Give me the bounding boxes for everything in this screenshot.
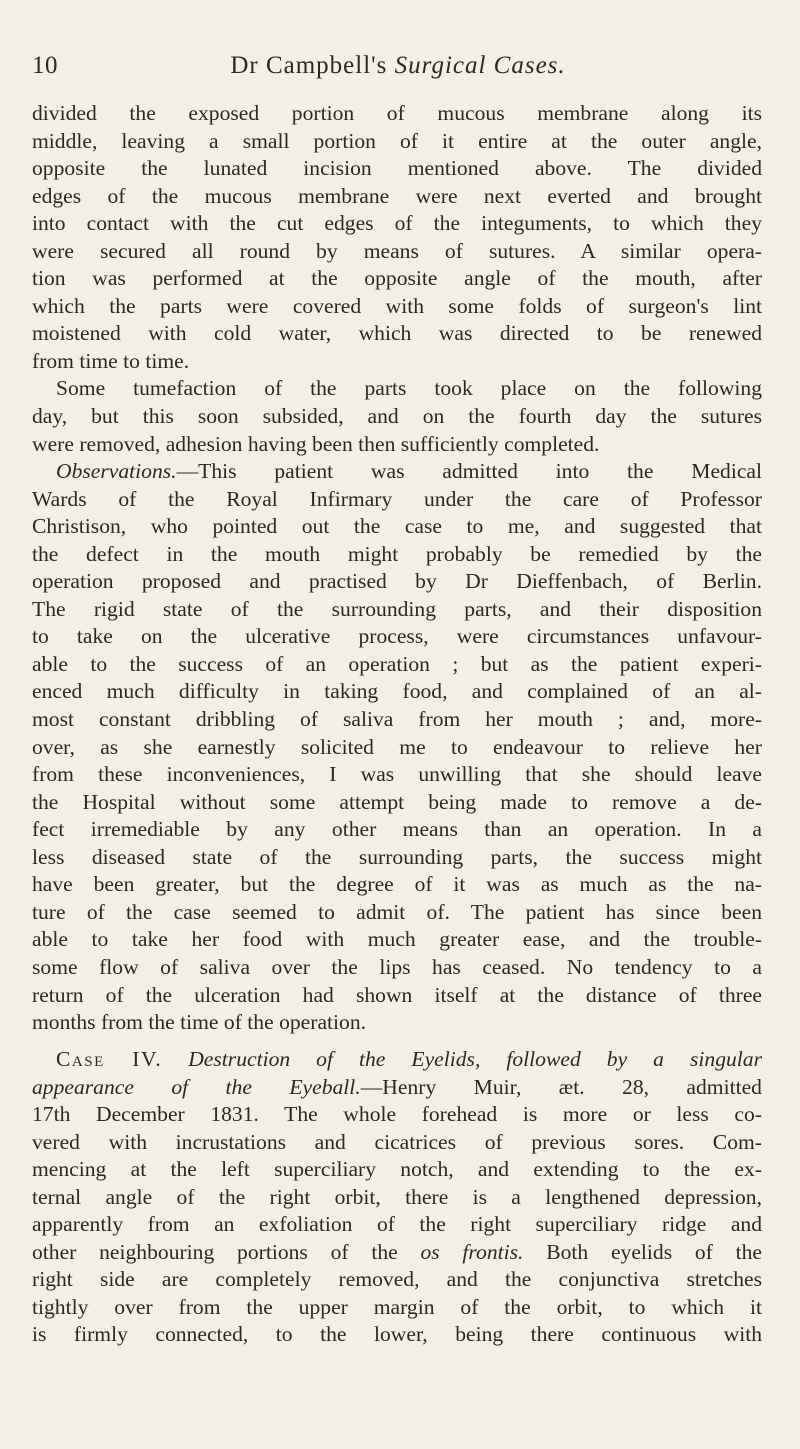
text-line: edges of the mucous membrane were next everted and brought	[32, 183, 762, 208]
text-line: moistened with cold water, which was directed to be renewed	[32, 321, 762, 346]
text-fragment: other neighbouring portions of the	[32, 1239, 398, 1264]
text-line: were secured all round by means of sutures. A similar opera-	[32, 238, 762, 263]
text-line: which the parts were covered with some folds of surgeon's lint	[32, 293, 762, 318]
text-line: some flow of saliva over the lips has ceased. No tendency to a	[32, 954, 762, 979]
latin-term: os frontis.	[420, 1239, 524, 1264]
text-line: have been greater, but the degree of it was as much as the na-	[32, 872, 762, 897]
text-line: able to take her food with much greater ease, and the trouble-	[32, 927, 762, 952]
text-line: vered with incrustations and cicatrices of previous sores. Com-	[32, 1129, 762, 1154]
text-line: from time to time.	[32, 348, 190, 373]
case-heading-line-2	[32, 1074, 762, 1102]
text-line: divided the exposed portion of mucous membrane along its	[32, 101, 762, 125]
page-header	[32, 52, 764, 84]
running-head-author: Dr Campbell's	[230, 52, 388, 79]
text-fragment: Both eyelids of the	[523, 1239, 762, 1264]
text-line: Wards of the Royal Infirmary under the care of Professor	[32, 486, 762, 511]
text-line: right side are completely removed, and the conjunctiva stretches	[32, 1267, 762, 1292]
text-line: opposite the lunated incision mentioned above. The divided	[32, 156, 762, 181]
text-line: Some tumefaction of the parts took place on the following	[56, 376, 762, 401]
text-fragment: —Henry Muir, æt. 28, admitted	[360, 1074, 762, 1099]
text-line: enced much difficulty in taking food, and complained of an al-	[32, 679, 762, 704]
case-title-continued: appearance of the Eyeball.	[32, 1074, 361, 1099]
text-fragment: —This patient was admitted into the Medical	[176, 459, 762, 484]
text-line: operation proposed and practised by Dr Dieffenbach, of Berlin.	[32, 569, 762, 594]
text-line: 17th December 1831. The whole forehead is more or less co-	[32, 1102, 762, 1127]
text-line: mencing at the left superciliary notch, and extending to the ex-	[32, 1157, 762, 1182]
text-line: ternal angle of the right orbit, there is a lengthened depression,	[32, 1184, 762, 1209]
os-frontis-line	[32, 1239, 762, 1267]
running-head-title: Surgical Cases.	[394, 52, 566, 79]
text-line: able to the success of an operation ; but as the patient experi-	[32, 651, 762, 676]
text-line: ture of the case seemed to admit of. The patient has since been	[32, 899, 762, 924]
page-number: 10	[32, 52, 58, 79]
text-line: apparently from an exfoliation of the right superciliary ridge and	[32, 1212, 762, 1237]
text-line: the defect in the mouth might probably be remedied by the	[32, 541, 762, 566]
text-line: were removed, adhesion having been then sufficiently completed.	[32, 431, 600, 456]
text-line: most constant dribbling of saliva from her mouth ; and, more-	[32, 707, 762, 732]
text-line: months from the time of the operation.	[32, 1010, 367, 1035]
text-line: over, as she earnestly solicited me to endeavour to relieve her	[32, 734, 762, 759]
observations-label: Observations.	[56, 459, 177, 484]
text-line: fect irremediable by any other means than an operation. In a	[32, 817, 762, 842]
text-line: the Hospital without some attempt being made to remove a de-	[32, 789, 762, 814]
text-line: tightly over from the upper margin of the orbit, to which it	[32, 1294, 762, 1319]
text-line: The rigid state of the surrounding parts, and their disposition	[32, 596, 762, 621]
case-heading-line	[32, 1046, 762, 1074]
observations-first-line	[32, 458, 762, 486]
text-line: day, but this soon subsided, and on the fourth day the sutures	[32, 404, 762, 429]
text-line: Christison, who pointed out the case to me, and suggested that	[32, 514, 762, 539]
text-line: less diseased state of the surrounding parts, the success might	[32, 844, 762, 869]
text-line: to take on the ulcerative process, were circumstances unfavour-	[32, 624, 762, 649]
text-line: return of the ulceration had shown itself at the distance of three	[32, 982, 762, 1007]
running-head	[32, 52, 764, 80]
text-line: from these inconveniences, I was unwilling that she should leave	[32, 762, 762, 787]
text-line: tion was performed at the opposite angle of the mouth, after	[32, 266, 762, 291]
text-line: into contact with the cut edges of the integuments, to which they	[32, 211, 762, 236]
paragraph-continuation	[32, 100, 762, 1037]
case-label: Case IV.	[56, 1047, 163, 1071]
case-title: Destruction of the Eyelids, followed by a singular	[188, 1047, 762, 1071]
text-line: middle, leaving a small portion of it entire at the outer angle,	[32, 128, 762, 153]
text-line: is firmly connected, to the lower, being there continuous with	[32, 1322, 762, 1347]
case-iv-section	[32, 1046, 762, 1349]
